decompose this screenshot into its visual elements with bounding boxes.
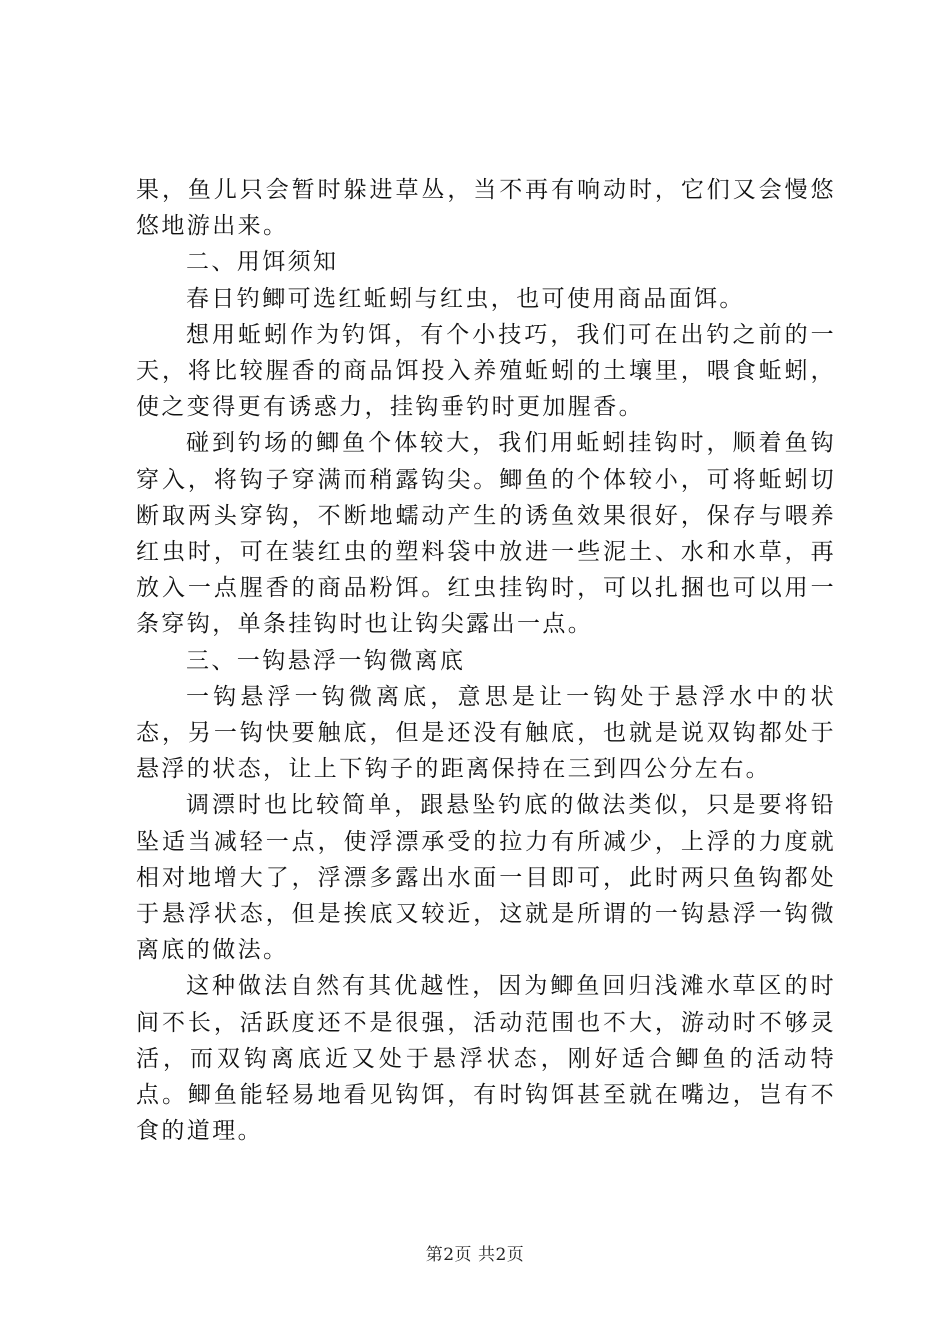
section-heading-suspension: 三、一钩悬浮一钩微离底 (186, 647, 466, 674)
paragraph-suspension-meaning: 一钩悬浮一钩微离底，意思是让一钩处于悬浮水中的状态，另一钩快要触底，但是还没有触底，也就是说双钩都处于悬浮的状态，让上下钩子的距离保持在三到四公分左右。 (136, 683, 836, 783)
page-number-footer: 第2页 共2页 (425, 1245, 525, 1265)
paragraph-float-adjustment: 调漂时也比较简单，跟悬坠钓底的做法类似，只是要将铅坠适当减轻一点，使浮漂承受的拉力有所减少，上浮的力度就相对地增大了，浮漂多露出水面一目即可，此时两只鱼钩都处于悬浮状态，但是挨底又较近，这就是所谓的一钩悬浮一钩微离底的做法。 (136, 792, 836, 964)
paragraph-hooking-method: 碰到钓场的鲫鱼个体较大，我们用蚯蚓挂钩时，顺着鱼钩穿入，将钩子穿满而稍露钩尖。鲫鱼的个体较小，可将蚯蚓切断取两头穿钩，不断地蠕动产生的诱鱼效果很好，保存与喂养红虫时，可在装红虫的塑料袋中放进一些泥土、水和水草，再放入一点腥香的商品粉饵。红虫挂钩时，可以扎捆也可以用一条穿钩，单条挂钩时也让钩尖露出一点。 (136, 430, 836, 638)
paragraph-earthworm-tip: 想用蚯蚓作为钓饵，有个小技巧，我们可在出钓之前的一天，将比较腥香的商品饵投入养殖蚯蚓的土壤里，喂食蚯蚓，使之变得更有诱惑力，挂钩垂钓时更加腥香。 (136, 321, 836, 421)
paragraph-advantages: 这种做法自然有其优越性，因为鲫鱼回归浅滩水草区的时间不长，活跃度还不是很强，活动范围也不大，游动时不够灵活，而双钩离底近又处于悬浮状态，刚好适合鲫鱼的活动特点。鲫鱼能轻易地看见钩饵，有时钩饵甚至就在嘴边，岂有不食的道理。 (136, 973, 836, 1145)
paragraph-bait-choice: 春日钓鲫可选红蚯蚓与红虫，也可使用商品面饵。 (186, 285, 745, 312)
paragraph-continuation: 果，鱼儿只会暂时躲进草丛，当不再有响动时，它们又会慢悠悠地游出来。 (136, 177, 836, 240)
article-body (136, 172, 836, 1149)
section-heading-bait: 二、用饵须知 (186, 249, 339, 276)
